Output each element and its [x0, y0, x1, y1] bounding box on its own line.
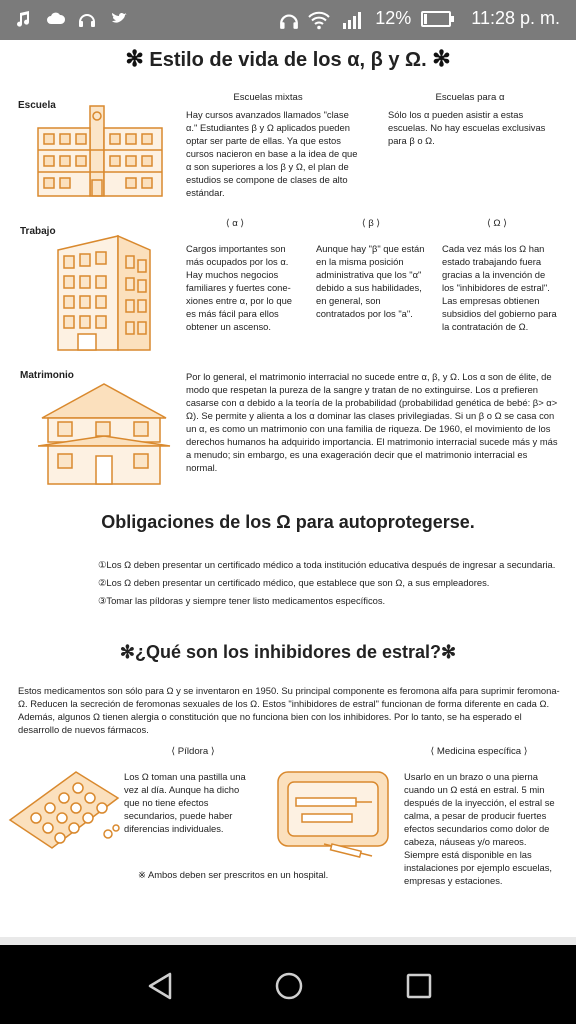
home-icon[interactable] — [272, 969, 306, 1003]
navigation-bar — [0, 945, 576, 1024]
pill-blister-illustration — [6, 762, 122, 852]
wifi-icon — [307, 10, 331, 28]
page-bottom-divider — [0, 937, 576, 945]
music-icon — [14, 10, 32, 28]
text-trabajo-beta: Aunque hay "β" que están en la misma posición administrativa que los "α" debido a sus habilidades, en general, son contratados por los "a". — [316, 243, 425, 319]
text-trabajo-omega: Cada vez más los Ω han estado trabajando fuera gracias a la invención de los "inhibidores de estral". Las empresas obtienen subsidios del gobierno para la contratación de Ω. — [442, 243, 557, 332]
asterisk-icon: ✻ — [432, 46, 451, 71]
text-pildora: Los Ω toman una pastilla una vez al día. Aunque ha dicho que no tiene efectos secundarios, puede haber diferencias individuales. — [124, 771, 246, 834]
heading-inhibidores: ✻¿Qué son los inhibidores de estral?✻ — [119, 642, 457, 662]
house-illustration — [38, 380, 172, 490]
asterisk-icon: ✻ — [119, 642, 135, 662]
signal-icon — [341, 10, 365, 28]
obligacion-item-3: ③Tomar las píldoras y siempre tener listo medicamentos específicos. — [98, 595, 386, 606]
injection-kit-illustration — [272, 766, 396, 858]
asterisk-icon: ✻ — [125, 46, 144, 71]
cloud-icon — [46, 10, 64, 28]
back-icon[interactable] — [142, 969, 176, 1003]
text-escuelas-alfa: Sólo los α pueden asistir a estas escuelas. No hay escuelas exclusivas para β o Ω. — [388, 109, 546, 146]
recents-icon[interactable] — [402, 969, 436, 1003]
header-escuelas-alfa: Escuelas para α — [435, 92, 505, 103]
infographic-page — [0, 40, 576, 940]
header-trabajo-alfa: ⟨ α ⟩ — [225, 218, 245, 229]
page-title: ✻ Estilo de vida de los α, β y Ω. ✻ — [125, 46, 451, 71]
section-label-escuela: Escuela — [18, 100, 56, 111]
text-inhibidores-intro: Estos medicamentos son sólo para Ω y se inventaron en 1950. Su principal componente es feromona alfa para suprimir feromona-Ω. Reducen la secreción de feromonas sexuales de los Ω. Estos "inhibidores de estral" funcionan de forma diferente en cada Ω. Además, algunos Ω tienen alergia o constitución que no funciona bien con los inhibidores. Por lo tanto, se ha esperado el desarrollo de nuevos fármacos. — [18, 685, 560, 735]
asterisk-icon: ✻ — [441, 642, 457, 662]
twitter-icon — [110, 10, 128, 28]
header-escuelas-mixtas: Escuelas mixtas — [233, 92, 303, 103]
clock: 11:28 p. m. — [471, 8, 560, 28]
section-label-trabajo: Trabajo — [20, 226, 56, 237]
header-trabajo-beta: ⟨ β ⟩ — [361, 218, 381, 229]
text-escuelas-mixtas: Hay cursos avanzados llamados "clase α." Estudiantes β y Ω aplicados pueden optar ser parte de ellas. Ya que estos cursos nacieron en base a la idea de que α son superiores a los β y Ω, el plan de estudios se compone de clases de alto estándar. — [186, 109, 358, 198]
text-matrimonio: Por lo general, el matrimonio interracial no sucede entre α, β, y Ω. Los α son de élite, de modo que respetan la pureza de la sangre y tratan de no extinguirse. Los α prefieren casarse con α debido a la teoría de la probabilidad (probabilidad genética de bebé: β> α> Ω). Se permite y alienta a los α dominar las clases privilegiadas. Si un β o Ω se casa con un α, es como un matrimonio con una familia de riqueza. De 1960, el movimiento de los derechos humanos ha adquirido importancia. El matrimonio interracial sucede más y más a menudo; sin embargo, es una exageración decir que el matrimonio interracial es normal. — [186, 371, 558, 473]
headphones-icon — [78, 10, 96, 28]
obligacion-item-1: ①Los Ω deben presentar un certificado médico a toda institución educativa después de ingresar a secundaria. — [98, 559, 556, 570]
office-building-illustration — [48, 230, 158, 354]
header-trabajo-omega: ⟨ Ω ⟩ — [487, 218, 507, 229]
battery-percent: 12% — [375, 8, 412, 28]
note-prescripcion: ※ Ambos deben ser prescritos en un hospital. — [138, 869, 329, 880]
text-trabajo-alfa: Cargos importantes son más ocupados por los α. Hay muchos negocios familiares y fuertes cone-xiones entre α, por lo que es más fácil para ellos obtener un ascenso. — [186, 243, 293, 332]
school-building-illustration — [30, 102, 170, 202]
header-medicina-especifica: ⟨ Medicina específica ⟩ — [430, 746, 528, 757]
section-label-matrimonio: Matrimonio — [20, 370, 74, 381]
text-medicina-especifica: Usarlo en un brazo o una pierna cuando un Ω está en estral. 5 min después de la inyección, el estral se calma, a pesar de producir fuertes efectos secundarios como dolor de cabeza, náuseas y/o mareos. Siempre está disponible en las instalaciones por ejemplo escuelas, empresas y estaciones. — [404, 771, 555, 886]
heading-obligaciones: Obligaciones de los Ω para autoprotegerse. — [101, 512, 475, 532]
obligacion-item-2: ②Los Ω deben presentar un certificado médico, que establece que son Ω, a sus empleadores. — [98, 577, 490, 588]
header-pildora: ⟨ Píldora ⟩ — [171, 746, 215, 757]
battery-icon — [421, 11, 451, 27]
status-bar — [0, 0, 576, 40]
headphones-icon — [279, 10, 297, 28]
